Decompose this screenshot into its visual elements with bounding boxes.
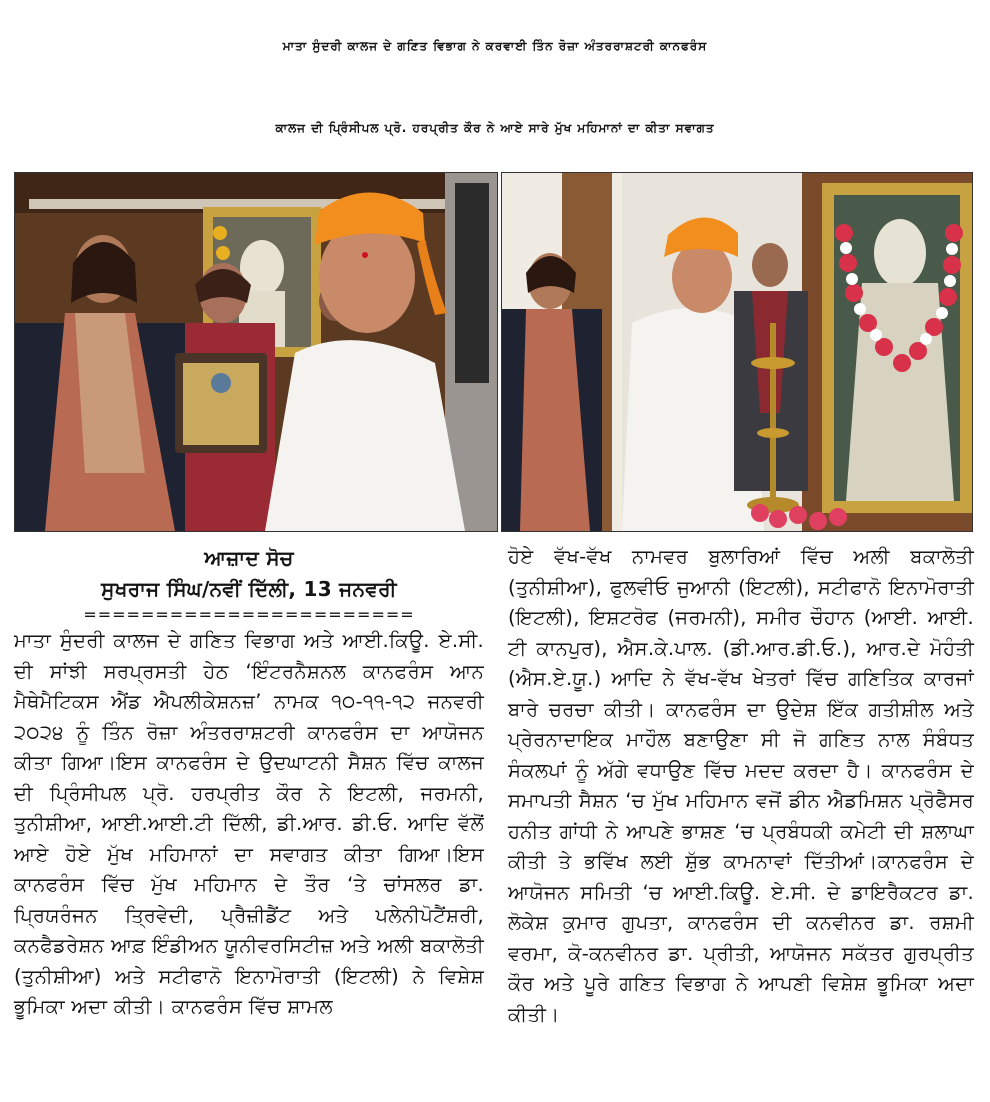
article-column-left: [14, 542, 484, 1023]
award-presentation-illustration: [15, 173, 497, 531]
headline: ਮਾਤਾ ਸੁੰਦਰੀ ਕਾਲਜ ਦੇ ਗਣਿਤ ਵਿਭਾਗ ਨੇ ਕਰਵਾਈ ਤਿੰਨ ਰੋਜ਼ਾ ਅੰਤਰਰਾਸ਼ਟਰੀ ਕਾਨਫਰੰਸ: [282, 39, 708, 53]
lamp-lighting-illustration: [502, 173, 972, 531]
article-column-right: [508, 542, 974, 1030]
photo-lamp-lighting: [501, 172, 973, 532]
article-text-right: ਹੋਏ ਵੱਖ-ਵੱਖ ਨਾਮਵਰ ਬੁਲਾਰਿਆਂ ਵਿੱਚ ਅਲੀ ਬਕਾਲੋਤੀ (ਤੁਨੀਸ਼ੀਆ), ਫੁਲਵੀਓ ਜੁਆਨੀ (ਇਟਲੀ), ਸਟੀਫਾਨੋ ਇਨਾਮੋਰਾਤੀ (ਇਟਲੀ), ਇਸ਼ਟਰੋਫ (ਜਰਮਨੀ), ਸਮੀਰ ਚੌਹਾਨ (ਆਈ. ਆਈ. ਟੀ ਕਾਨਪੁਰ), ਐਸ.ਕੇ.ਪਾਲ. (ਡੀ.ਆਰ.ਡੀ.ਓ.), ਆਰ.ਦੇ ਮੋਹੰਤੀ (ਐਸ.ਏ.ਯੂ.) ਆਦਿ ਨੇ ਵੱਖ-ਵੱਖ ਖੇਤਰਾਂ ਵਿੱਚ ਗਣਿਤਿਕ ਕਾਰਜਾਂ ਬਾਰੇ ਚਰਚਾ ਕੀਤੀ। ਕਾਨਫਰੰਸ ਦਾ ਉਦੇਸ਼ ਇੱਕ ਗਤੀਸ਼ੀਲ ਅਤੇ ਪ੍ਰੇਰਨਾਦਾਇਕ ਮਾਹੌਲ ਬਣਾਉਣਾ ਸੀ ਜੋ ਗਣਿਤ ਨਾਲ ਸੰਬੰਧਤ ਸੰਕਲਪਾਂ ਨੂੰ ਅੱਗੇ ਵਧਾਉਣ ਵਿੱਚ ਮਦਦ ਕਰਦਾ ਹੈ। ਕਾਨਫਰੰਸ ਦੇ ਸਮਾਪਤੀ ਸੈਸ਼ਨ ‘ਚ ਮੁੱਖ ਮਹਿਮਾਨ ਵਜੋਂ ਡੀਨ ਐਡਮਿਸ਼ਨ ਪ੍ਰੋਫੈਸਰ ਹਨੀਤ ਗਾਂਧੀ ਨੇ ਆਪਣੇ ਭਾਸ਼ਣ ‘ਚ ਪ੍ਰਬੰਧਕੀ ਕਮੇਟੀ ਦੀ ਸ਼ਲਾਘਾ ਕੀਤੀ ਤੇ ਭਵਿੱਖ ਲਈ ਸ਼ੁੱਭ ਕਾਮਨਾਵਾਂ ਦਿੱਤੀਆਂ।ਕਾਨਫਰੰਸ ਦੇ ਆਯੋਜਨ ਸਮਿਤੀ ‘ਚ ਆਈ.ਕਿਊ. ਏ.ਸੀ. ਦੇ ਡਾਇਰੈਕਟਰ ਡਾ. ਲੋਕੇਸ਼ ਕੁਮਾਰ ਗੁਪਤਾ, ਕਾਨਫਰੰਸ ਦੀ ਕਨਵੀਨਰ ਡਾ. ਰਸ਼ਮੀ ਵਰਮਾ, ਕੋ-ਕਨਵੀਨਰ ਡਾ. ਪ੍ਰੀਤੀ, ਆਯੋਜਨ ਸਕੱਤਰ ਗੁਰਪ੍ਰੀਤ ਕੌਰ ਅਤੇ ਪੂਰੇ ਗਣਿਤ ਵਿਭਾਗ ਨੇ ਆਪਣੀ ਵਿਸ਼ੇਸ਼ ਭੂਮਿਕਾ ਅਦਾ ਕੀਤੀ।: [508, 545, 974, 1026]
byline-dateline: ਸੁਖਰਾਜ ਸਿੰਘ/ਨਵੀਂ ਦਿੱਲੀ, 13 ਜਨਵਰੀ: [101, 577, 397, 601]
article-text-left: ਮਾਤਾ ਸੁੰਦਰੀ ਕਾਲਜ ਦੇ ਗਣਿਤ ਵਿਭਾਗ ਅਤੇ ਆਈ.ਕਿਊ. ਏ.ਸੀ. ਦੀ ਸਾਂਝੀ ਸਰਪ੍ਰਸਤੀ ਹੇਠ ‘ਇੰਟਰਨੈਸ਼ਨਲ ਕਾਨਫਰੰਸ ਆਨ ਮੈਥੇਮੈਟਿਕਸ ਐਂਡ ਐਪਲੀਕੇਸ਼ਨਜ਼’ ਨਾਮਕ ੧੦-੧੧-੧੨ ਜਨਵਰੀ ੨੦੨੪ ਨੂੰ ਤਿੰਨ ਰੋਜ਼ਾ ਅੰਤਰਰਾਸ਼ਟਰੀ ਕਾਨਫਰੰਸ ਦਾ ਆਯੋਜਨ ਕੀਤਾ ਗਿਆ।ਇਸ ਕਾਨਫਰੰਸ ਦੇ ਉਦਘਾਟਨੀ ਸੈਸ਼ਨ ਵਿੱਚ ਕਾਲਜ ਦੀ ਪ੍ਰਿੰਸੀਪਲ ਪ੍ਰੋ. ਹਰਪ੍ਰੀਤ ਕੌਰ ਨੇ ਇਟਲੀ, ਜਰਮਨੀ, ਤੁਨੀਸ਼ੀਆ, ਆਈ.ਆਈ.ਟੀ ਦਿੱਲੀ, ਡੀ.ਆਰ. ਡੀ.ਓ. ਆਦਿ ਵੱਲੋਂ ਆਏ ਹੋਏ ਮੁੱਖ ਮਹਿਮਾਨਾਂ ਦਾ ਸਵਾਗਤ ਕੀਤਾ ਗਿਆ।ਇਸ ਕਾਨਫਰੰਸ ਵਿੱਚ ਮੁੱਖ ਮਹਿਮਾਨ ਦੇ ਤੌਰ ‘ਤੇ ਚਾਂਸਲਰ ਡਾ. ਪ੍ਰਿਯਰੰਜਨ ਤ੍ਰਿਵੇਦੀ, ਪ੍ਰੈਜ਼ੀਡੈਂਟ ਅਤੇ ਪਲੇਨੀਪੋਟੈਂਸ਼ਰੀ, ਕਨਫੈਡਰੇਸ਼ਨ ਆਫ਼ ਇੰਡੀਅਨ ਯੂਨੀਵਰਸਿਟੀਜ਼ ਅਤੇ ਅਲੀ ਬਕਾਲੋਤੀ (ਤੁਨੀਸ਼ੀਆ) ਅਤੇ ਸਟੀਫਾਨੋ ਇਨਾਮੋਰਾਤੀ (ਇਟਲੀ) ਨੇ ਵਿਸ਼ੇਸ਼ ਭੂਮਿਕਾ ਅਦਾ ਕੀਤੀ। ਕਾਨਫਰੰਸ ਵਿੱਚ ਸ਼ਾਮਲ: [14, 629, 484, 1018]
byline-separator: =======================: [83, 605, 415, 624]
byline-source: ਆਜ਼ਾਦ ਸੋਚ: [204, 546, 294, 570]
subheadline: ਕਾਲਜ ਦੀ ਪ੍ਰਿੰਸੀਪਲ ਪ੍ਰੋ. ਹਰਪ੍ਰੀਤ ਕੌਰ ਨੇ ਆਏ ਸਾਰੇ ਮੁੱਖ ਮਹਿਮਾਨਾਂ ਦਾ ਕੀਤਾ ਸਵਾਗਤ: [275, 121, 715, 135]
photo-award-presentation: [14, 172, 498, 532]
